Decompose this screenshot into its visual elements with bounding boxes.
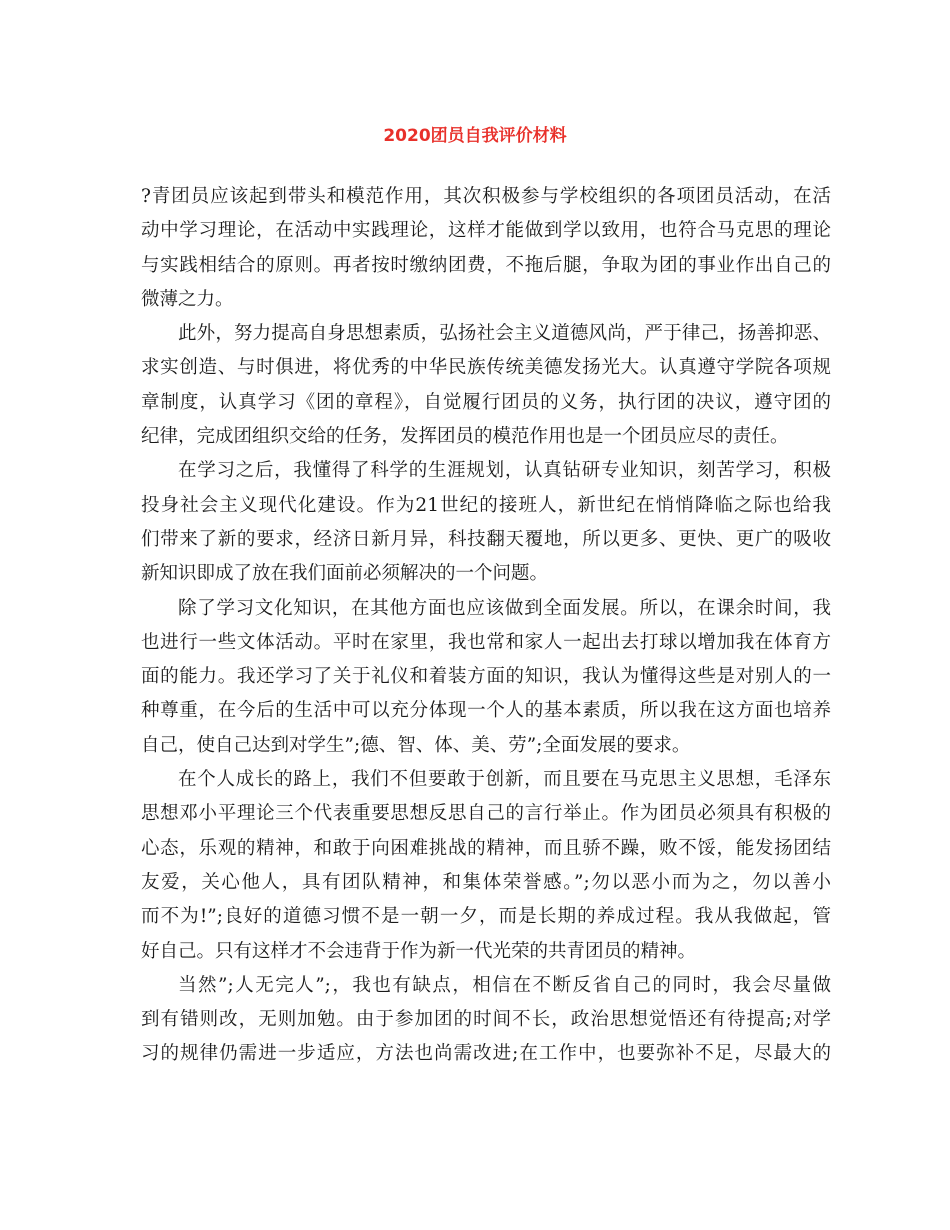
paragraph-line: 纪律，完成团组织交给的任务，发挥团员的模范作用也是一个团员应尽的责任。 <box>141 426 789 448</box>
paragraph-line: 求实创造、与时俱进，将优秀的中华民族传统美德发扬光大。认真遵守学院各项规 <box>141 357 831 379</box>
paragraph-line: 心态，乐观的精神，和敢于向困难挑战的精神，而且骄不躁，败不馁，能发扬团结 <box>141 837 831 859</box>
paragraph-line: 投身社会主义现代化建设。作为21世纪的接班人，新世纪在悄悄降临之际也给我 <box>141 494 831 516</box>
paragraph-line: 与实践相结合的原则。再者按时缴纳团费，不拖后腿，争取为团的事业作出自己的 <box>141 254 831 276</box>
paragraph-line: 此外，努力提高自身思想素质，弘扬社会主义道德风尚，严于律己，扬善抑恶、 <box>178 323 831 345</box>
paragraph-line: 在个人成长的路上，我们不但要敢于创新，而且要在马克思主义思想，毛泽东 <box>178 769 831 791</box>
paragraph-line: 到有错则改，无则加勉。由于参加团的时间不长，政治思想觉悟还有待提高;对学 <box>141 1009 831 1031</box>
paragraph-line: 好自己。只有这样才不会违背于作为新一代光荣的共青团员的精神。 <box>141 940 697 962</box>
paragraph-line: 友爱，关心他人，具有团队精神，和集体荣誉感。”;勿以恶小而为之，勿以善小 <box>141 871 831 893</box>
paragraph-line: 新知识即成了放在我们面前必须解决的一个问题。 <box>141 563 549 585</box>
paragraph-line: 在学习之后，我懂得了科学的生涯规划，认真钻研专业知识，刻苦学习，积极 <box>178 460 831 482</box>
paragraph-line: 除了学习文化知识，在其他方面也应该做到全面发展。所以，在课余时间，我 <box>178 597 831 619</box>
document-title: 2020团员自我评价材料 <box>383 126 567 146</box>
paragraph-line: 习的规律仍需进一步适应，方法也尚需改进;在工作中，也要弥补不足，尽最大的 <box>141 1043 831 1065</box>
document-body <box>141 180 831 1072</box>
paragraph-line: 面的能力。我还学习了关于礼仪和着装方面的知识，我认为懂得这些是对别人的一 <box>141 666 831 688</box>
paragraph-line: 也进行一些文体活动。平时在家里，我也常和家人一起出去打球以增加我在体育方 <box>141 631 831 653</box>
paragraph-line: 微薄之力。 <box>141 288 234 310</box>
paragraph-line: 而不为!”;良好的道德习惯不是一朝一夕，而是长期的养成过程。我从我做起，管 <box>141 906 831 928</box>
paragraph-line: 章制度，认真学习《团的章程》，自觉履行团员的义务，执行团的决议，遵守团的 <box>141 391 831 413</box>
paragraph-line: ?青团员应该起到带头和模范作用，其次积极参与学校组织的各项团员活动，在活 <box>141 186 831 207</box>
paragraph-line: 自己，使自己达到对学生”;德、智、体、美、劳”;全面发展的要求。 <box>141 734 691 756</box>
paragraph-line: 种尊重，在今后的生活中可以充分体现一个人的基本素质，所以我在这方面也培养 <box>141 700 831 722</box>
paragraph-line: 当然”;人无完人”;，我也有缺点，相信在不断反省自己的同时，我会尽量做 <box>178 974 831 996</box>
paragraph-line: 们带来了新的要求，经济日新月异，科技翻天覆地，所以更多、更快、更广的吸收 <box>141 528 831 550</box>
paragraph-line: 动中学习理论，在活动中实践理论，这样才能做到学以致用，也符合马克思的理论 <box>141 220 831 242</box>
paragraph-line: 思想邓小平理论三个代表重要思想反思自己的言行举止。作为团员必须具有积极的 <box>141 803 831 825</box>
